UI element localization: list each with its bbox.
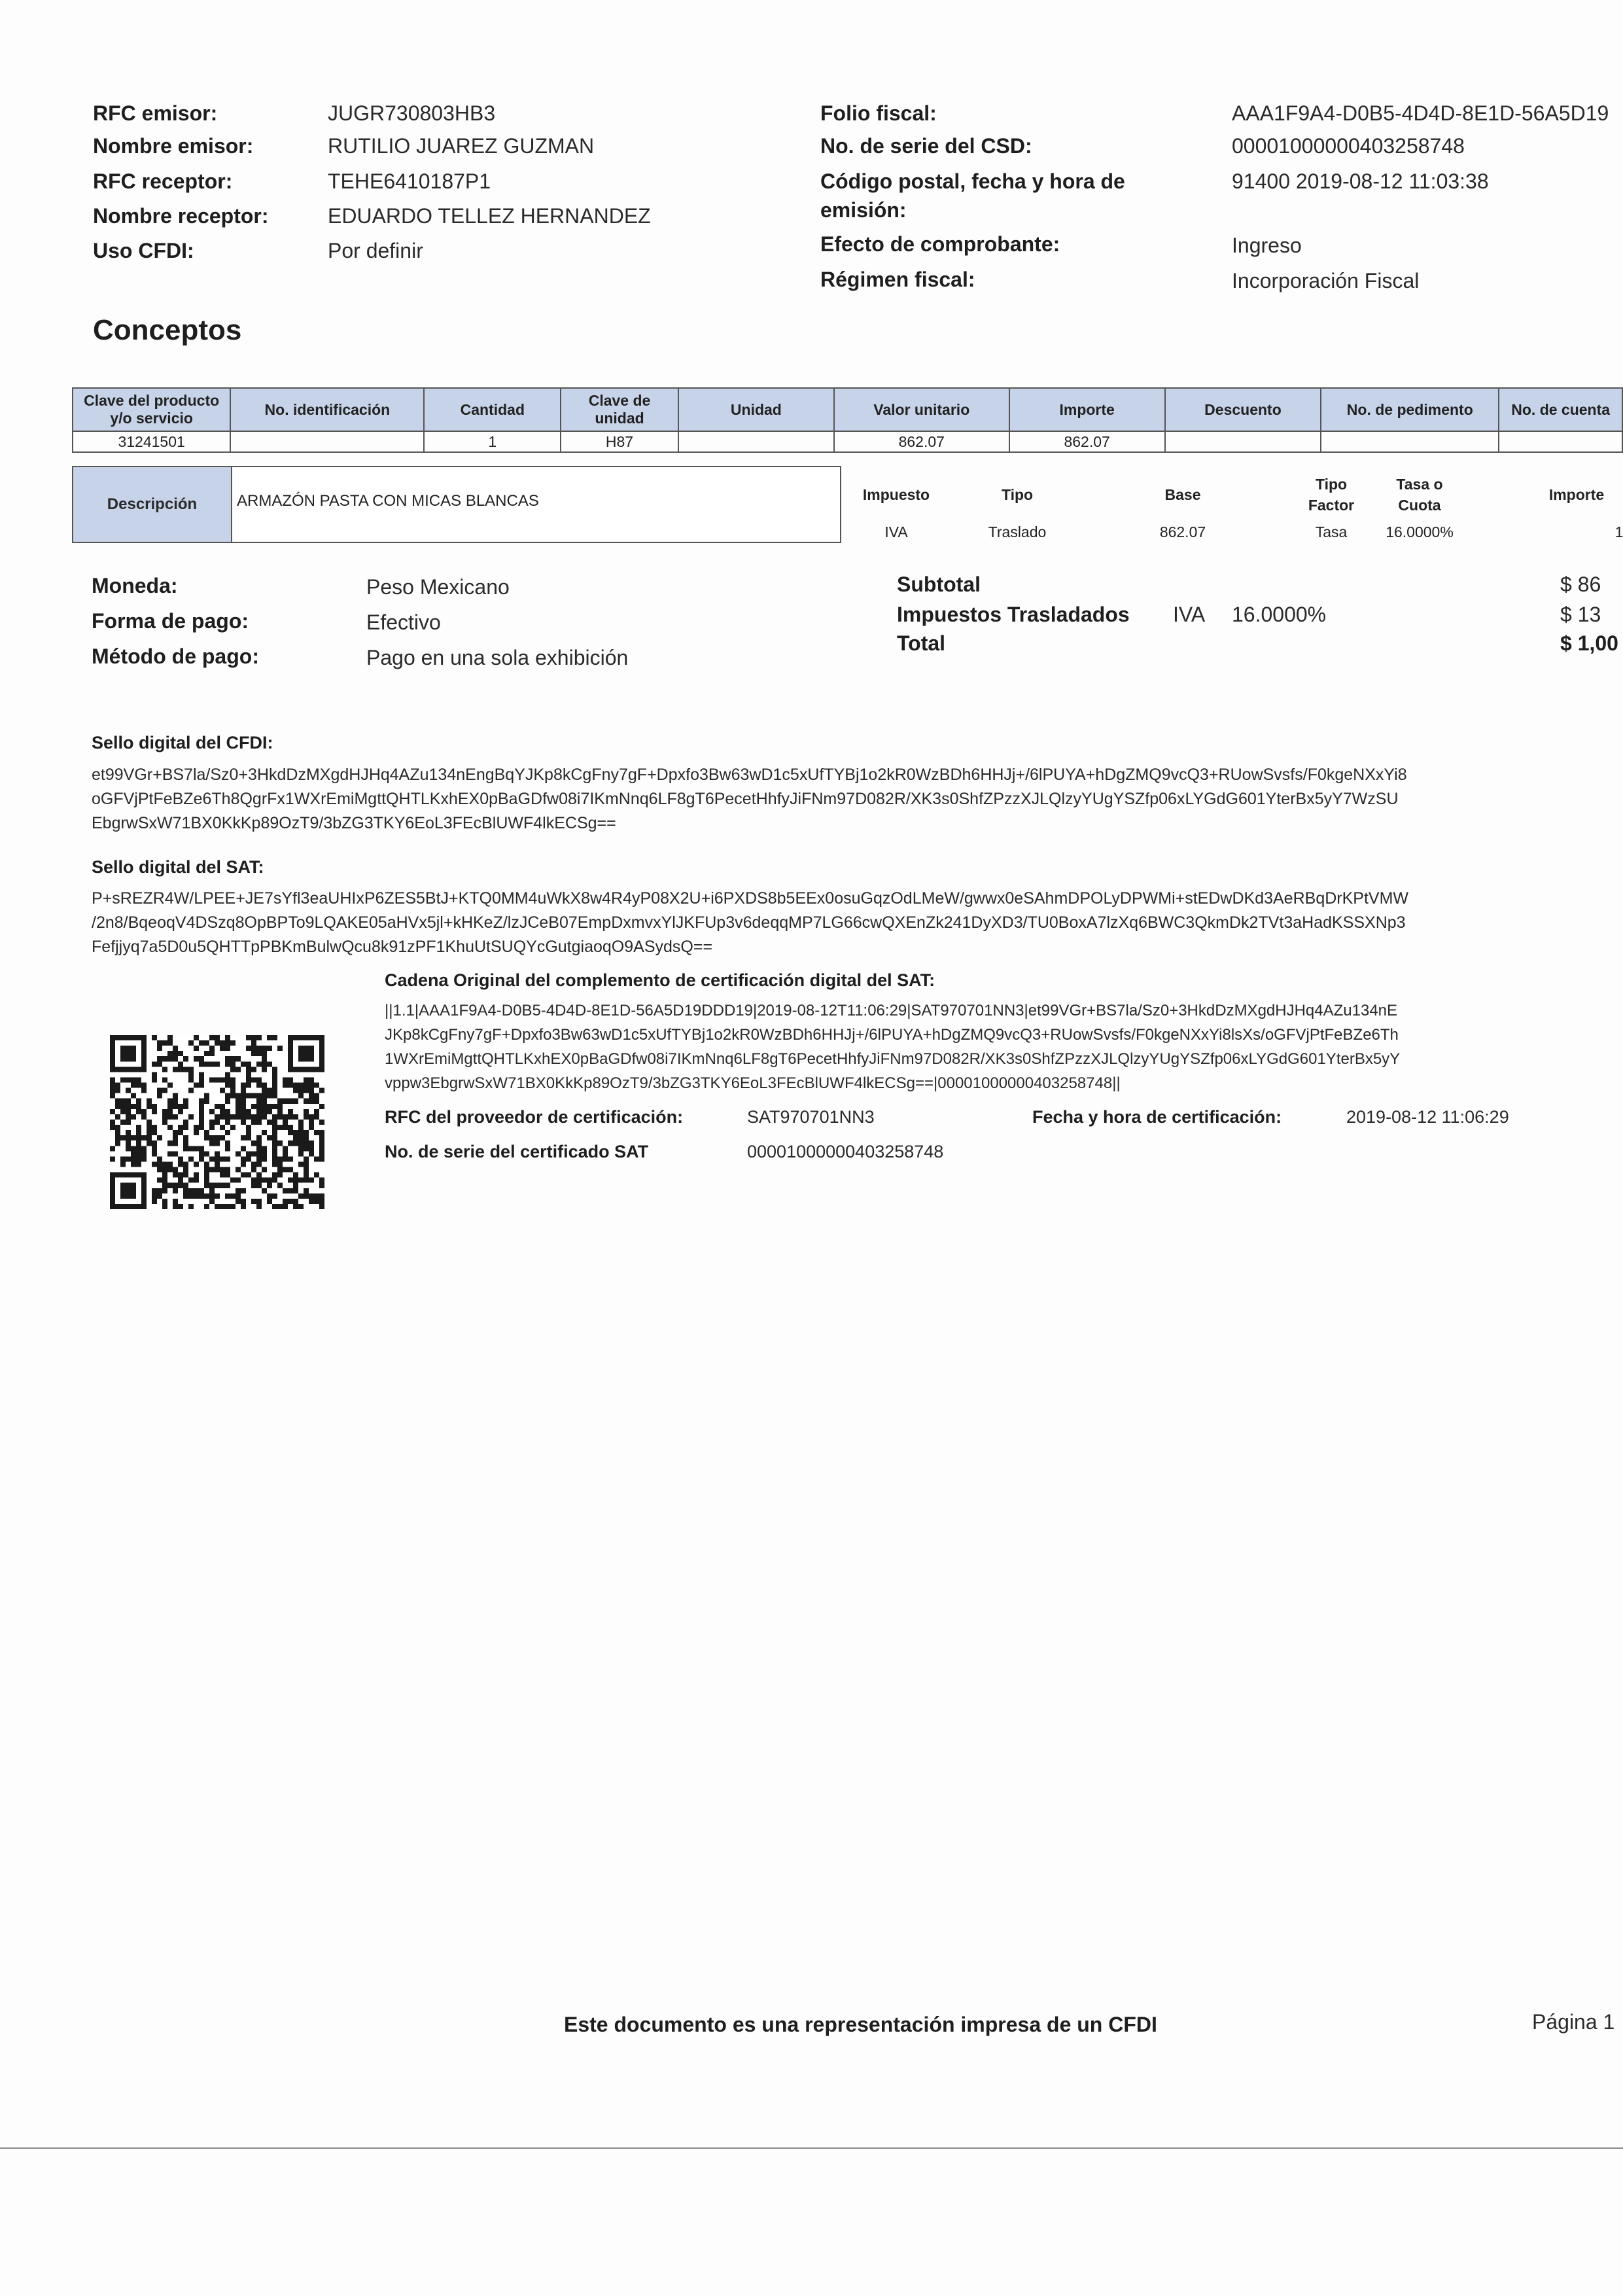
tax-tipo-value: Traslado [988,523,1047,540]
serie-certificado-sat-value: 00001000000403258748 [747,1142,944,1161]
cadena-line: 1WXrEmiMgttQHTLKxhEX0pBaGDfw08i7IKmNnq6LF8gT6PecetHhfyJiFNm97D082R/XK3s0ShfZPzzXJLQlzyYUgYSZfp06xLYGdG601YterBx5yY [385,1050,1401,1068]
cp-fecha-label-line1: Código postal, fecha y hora de [820,169,1125,193]
metodo-pago-label: Método de pago: [92,645,259,668]
fecha-certificacion-label: Fecha y hora de certificación: [1032,1107,1282,1127]
total-label: Total [897,631,946,655]
tax-impuesto-header: Impuesto [862,486,930,503]
folio-fiscal-label: Folio fiscal: [820,101,937,125]
table-cell: 862.07 [834,431,1009,452]
conceptos-table [72,387,1623,453]
rfc-emisor-label: RFC emisor: [93,101,218,125]
sello-cfdi-line: oGFVjPtFeBZe6Th8QgrFx1WXrEmiMgttQHTLKxhEX0pBaGDfw08i7IKmNnq6LF8gT6PecetHhfyJiFNm97D082R/XK3s0ShfZPzzXJLQlzyYUgYSZfp06xLYGdG601YterBx5yY7WzSU [92,790,1399,808]
tax-tipo-factor-header-line1: Tipo [1315,476,1348,493]
descripcion-label: Descripción [73,467,232,542]
column-header: No. de cuenta [1499,388,1622,431]
table-header-row [73,388,1622,431]
table-cell [1321,431,1499,452]
column-header: No. identificación [230,388,424,431]
table-cell: 31241501 [73,431,230,452]
tax-importe-header: Importe [1548,486,1605,503]
sello-sat-line: /2n8/BqeoqV4DSzq8OpBPTo9LQAKE05aHVx5jl+kHKeZ/lzJCeB07EmpDxmvxYlJKFUp3v6deqqMP7LG66cwQXEnZk241DyXD3/TU0BoxA7lzXq6BWC3QkmDk2TVt3aHadKSSXNp3 [92,913,1406,932]
cadena-original-text [385,998,1400,1095]
tax-base-header: Base [1164,486,1201,503]
forma-pago-label: Forma de pago: [92,609,249,633]
nombre-receptor-value: EDUARDO TELLEZ HERNANDEZ [328,204,651,228]
regimen-value: Incorporación Fiscal [1232,269,1420,292]
column-header: No. de pedimento [1321,388,1499,431]
impuestos-value: $ 13 [1560,603,1601,626]
table-row [73,431,1622,452]
serie-certificado-sat-label: No. de serie del certificado SAT [385,1142,649,1161]
rfc-receptor-label: RFC receptor: [93,169,233,193]
tax-tasa-value: 16.0000% [1386,523,1454,540]
table-cell [1165,431,1321,452]
impuestos-tipo: IVA [1173,603,1206,626]
table-cell: 1 [424,431,561,452]
uso-cfdi-value: Por definir [328,239,423,262]
forma-pago-value: Efectivo [366,610,441,634]
conceptos-title: Conceptos [93,314,242,346]
table-cell: 862.07 [1009,431,1165,452]
column-header: Clave del producto y/o servicio [73,388,230,431]
efecto-value: Ingreso [1232,234,1302,257]
column-header: Valor unitario [834,388,1009,431]
column-header: Descuento [1165,388,1321,431]
cp-fecha-value: 91400 2019-08-12 11:03:38 [1232,169,1489,193]
table-cell [230,431,424,452]
tax-tasa-header-line2: Cuota [1398,497,1441,514]
cp-fecha-label-line2: emisión: [820,198,907,222]
fecha-certificacion-value: 2019-08-12 11:06:29 [1346,1107,1509,1127]
uso-cfdi-label: Uso CFDI: [93,239,194,262]
page-number: Página 1 [1532,2010,1615,2034]
table-cell [678,431,834,452]
tax-tipo-header: Tipo [1001,486,1034,503]
serie-csd-value: 00001000000403258748 [1232,134,1465,158]
table-cell: H87 [561,431,678,452]
column-header: Cantidad [424,388,561,431]
nombre-emisor-value: RUTILIO JUAREZ GUZMAN [328,134,595,158]
column-header: Unidad [678,388,834,431]
nombre-receptor-label: Nombre receptor: [93,204,269,228]
sello-sat-line: Fefjjyq7a5D0u5QHTTpPBKmBulwQcu8k91zPF1KhuUtSUQYcGutgiaoqO9ASydsQ== [92,938,713,956]
sello-cfdi-label: Sello digital del CFDI: [92,733,273,752]
sello-cfdi-text [92,763,1407,836]
descripcion-value: ARMAZÓN PASTA CON MICAS BLANCAS [237,492,539,510]
impuestos-trasladados-label: Impuestos Trasladados [897,603,1130,626]
subtotal-label: Subtotal [897,573,981,596]
tax-tipo-factor-value: Tasa [1315,523,1348,540]
sello-cfdi-line: et99VGr+BS7la/Sz0+3HkdDzMXgdHJHq4AZu134nEngBqYJKp8kCgFny7gF+Dpxfo3Bw63wD1c5xUfTYBj1o2kR0WzBDh6HHJj+/6lPUYA+hDgZMQ9vcQ3+RUowSvsfs/F0kgeNXxYi8 [92,766,1407,784]
sello-sat-label: Sello digital del SAT: [92,857,264,877]
rfc-receptor-value: TEHE6410187P1 [328,169,491,193]
rfc-proveedor-value: SAT970701NN3 [747,1107,875,1127]
moneda-value: Peso Mexicano [366,575,510,599]
rfc-emisor-value: JUGR730803HB3 [328,101,496,125]
tax-tipo-factor-header-line2: Factor [1308,497,1355,514]
column-header: Clave de unidad [561,388,678,431]
folio-fiscal-value: AAA1F9A4-D0B5-4D4D-8E1D-56A5D19 [1232,101,1609,125]
cadena-line: JKp8kCgFny7gF+Dpxfo3Bw63wD1c5xUfTYBj1o2kR0WzBDh6HHJj+/6lPUYA+hDgZMQ9vcQ3+RUowSvsfs/F0kgeNXxYi8lsXs/oGFVjPtFeBZe6Th [385,1026,1399,1044]
rfc-proveedor-label: RFC del proveedor de certificación: [385,1107,684,1127]
serie-csd-label: No. de serie del CSD: [820,134,1032,158]
sello-sat-text [92,887,1408,959]
metodo-pago-value: Pago en una sola exhibición [366,646,629,669]
qr-code-image [110,1035,324,1209]
table-cell [1499,431,1622,452]
sello-cfdi-line: EbgrwSxW71BX0KkKp89OzT9/3bZG3TKY6EoL3FEcBlUWF4lkECSg== [92,814,616,832]
tax-impuesto-value: IVA [884,523,908,540]
tax-tasa-header-line1: Tasa o [1396,476,1443,493]
efecto-label: Efecto de comprobante: [820,232,1060,256]
footer-note: Este documento es una representación impresa de un CFDI [564,2013,1157,2036]
impuestos-tasa: 16.0000% [1232,603,1327,626]
tax-importe-value: 1 [1614,523,1623,540]
column-header: Importe [1009,388,1165,431]
cadena-line: vppw3EbgrwSxW71BX0KkKp89OzT9/3bZG3TKY6EoL3FEcBlUWF4lkECSg==|00001000000403258748|| [385,1074,1121,1092]
nombre-emisor-label: Nombre emisor: [93,134,254,158]
cadena-original-label: Cadena Original del complemento de certificación digital del SAT: [385,970,935,990]
footer-divider [0,2147,1623,2149]
sello-sat-line: P+sREZR4W/LPEE+JE7sYfl3eaUHIxP6ZES5BtJ+KTQ0MM4uWkX8w4R4yP08X2U+i6PXDS8b5EEx0osuGqzOdLMeW/gwwx0eSAhmDPOLyDPWMi+stEDwDKd3AeRBqDrKPtVMW [92,889,1408,908]
subtotal-value: $ 86 [1560,573,1601,596]
total-value: $ 1,00 [1560,631,1618,655]
moneda-label: Moneda: [92,574,178,597]
cadena-line: ||1.1|AAA1F9A4-D0B5-4D4D-8E1D-56A5D19DDD19|2019-08-12T11:06:29|SAT970701NN3|et99VGr+BS7la/Sz0+3HkdDzMXgdHJHq4AZu134nE [385,1002,1398,1019]
regimen-label: Régimen fiscal: [820,268,975,291]
descripcion-box [72,466,841,543]
tax-base-value: 862.07 [1159,523,1206,540]
